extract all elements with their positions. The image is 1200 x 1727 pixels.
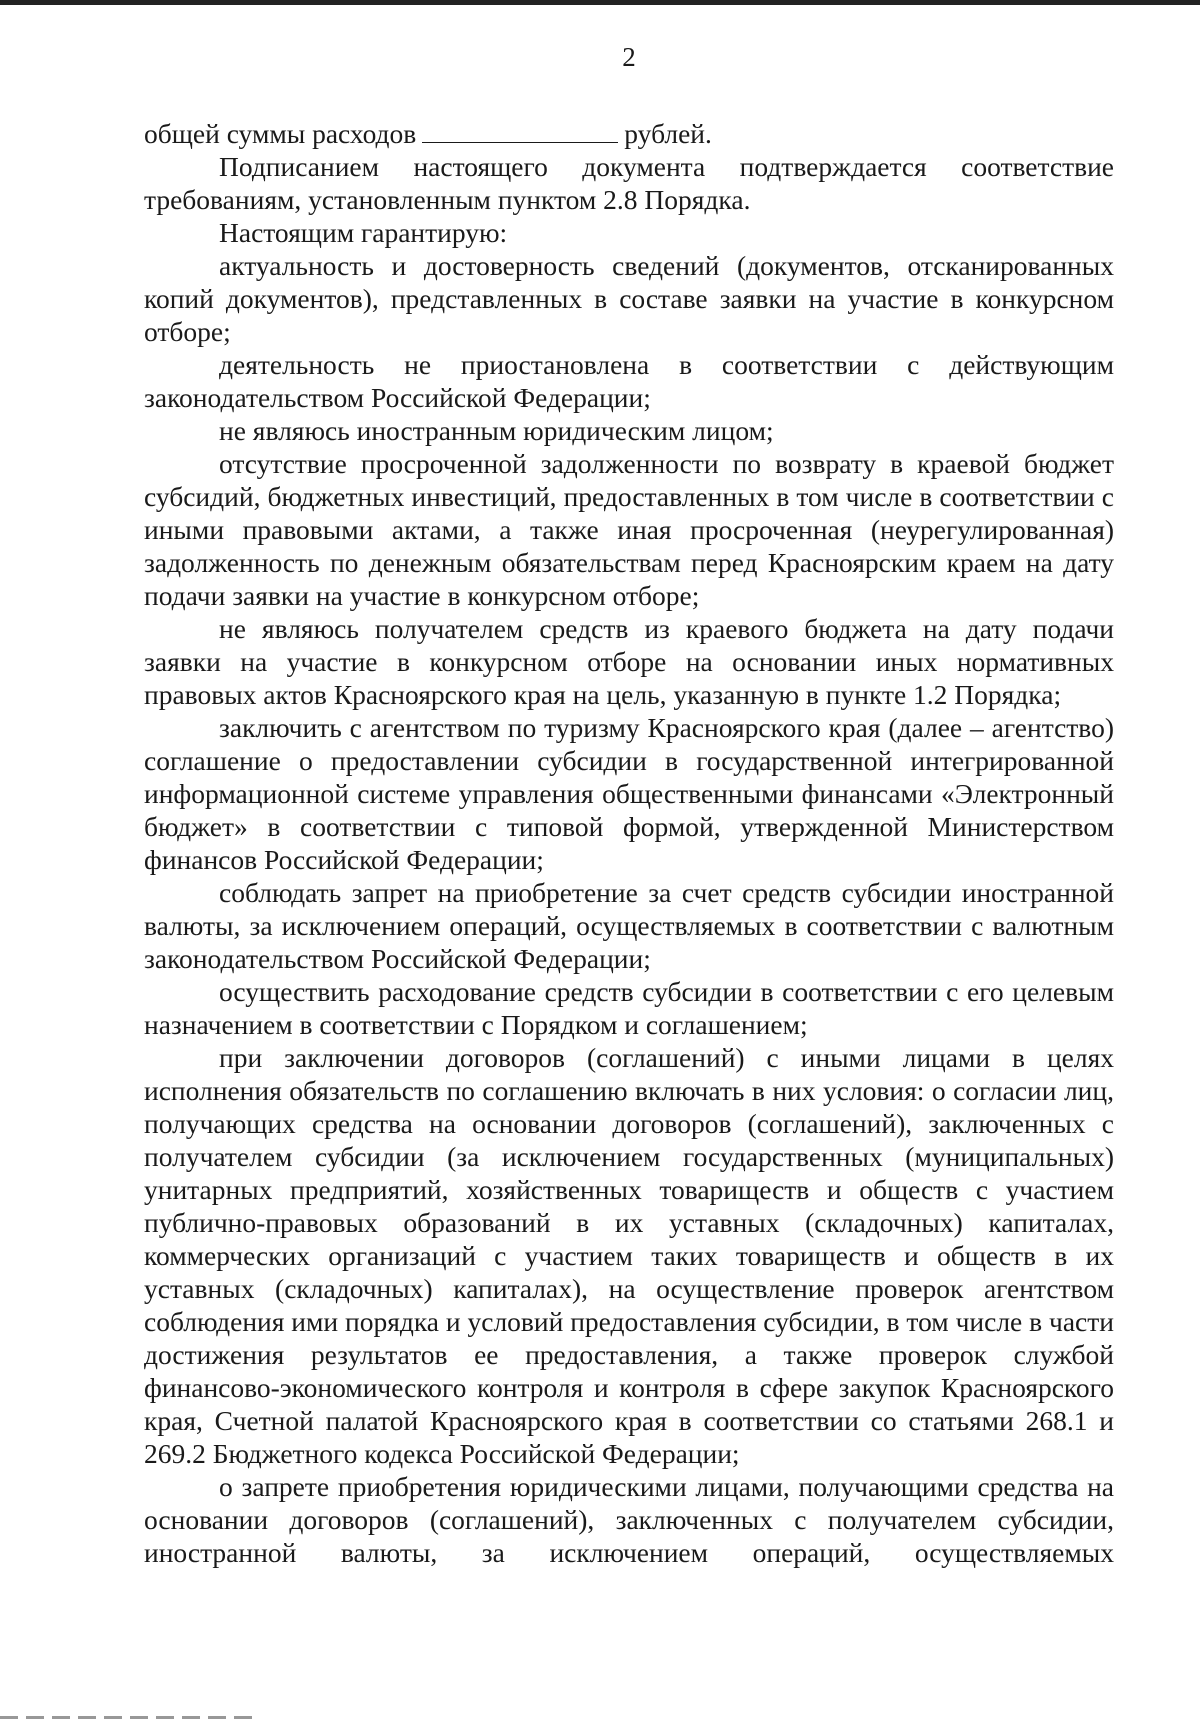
paragraph-signature-confirmation: Подписанием настоящего документа подтверждается соответствие требованиям, установленным пунктом 2.8 Порядка. — [144, 151, 1114, 215]
paragraph-data-accuracy: актуальность и достоверность сведений (документов, отсканированных копий документов), представленных в составе заявки на участие в конкурсном отборе; — [144, 250, 1114, 347]
paragraph-guarantee-heading: Настоящим гарантирую: — [219, 217, 508, 248]
sum-line-label: общей суммы расходов — [144, 118, 417, 149]
paragraph-activity-not-suspended: деятельность не приостановлена в соответствии с действующим законодательством Российской Федерации; — [144, 349, 1114, 413]
sum-blank-field — [422, 141, 618, 143]
paragraph-foreign-currency-ban: соблюдать запрет на приобретение за счет средств субсидии иностранной валюты, за исключением операций, осуществляемых в соответствии с валютным законодательством Российской Федерации; — [144, 877, 1114, 974]
document-body — [144, 117, 1114, 1569]
paragraph-no-overdue-debt: отсутствие просроченной задолженности по возврату в краевой бюджет субсидий, бюджетных инвестиций, предоставленных в том числе в соответствии с иными правовыми актами, а также иная просроченная (неурегулированная) задолженность по денежным обязательствам перед Красноярским краем на дату подачи заявки на участие в конкурсном отборе; — [144, 448, 1114, 611]
paragraph-contract-conditions: при заключении договоров (соглашений) с иными лицами в целях исполнения обязательств по соглашению включать в них условия: о согласии лиц, получающих средства на основании договоров (соглашений), заключенных с получателем субсидии (за исключением государственных (муниципальных) унитарных предприятий, хозяйственных товариществ и обществ с участием публично-правовых образований в их уставных (складочных) капиталах, коммерческих организаций с участием таких товариществ и обществ в их уставных (складочных) капиталах), на осуществление проверок агентством соблюдения ими порядка и условий предоставления субсидии, в том числе в части достижения результатов ее предоставления, а также проверок службой финансово-экономического контроля и контроля в сфере закупок Красноярского края, Счетной палатой Красноярского края в соответствии со статьями 268.1 и 269.2 Бюджетного кодекса Российской Федерации; — [144, 1042, 1114, 1469]
scan-top-edge — [0, 0, 1200, 5]
paragraph-agreement-conclusion: заключить с агентством по туризму Красноярского края (далее – агентство) соглашение о предоставлении субсидии в государственной интегрированной информационной системе управления общественными финансами «Электронный бюджет» в соответствии с типовой формой, утвержденной Министерством финансов Российской Федерации; — [144, 712, 1114, 875]
sum-line-unit: рублей. — [624, 118, 712, 149]
paragraph-not-foreign-entity: не являюсь иностранным юридическим лицом; — [219, 415, 774, 446]
page-number: 2 — [622, 42, 636, 72]
paragraph-currency-prohibition-condition: о запрете приобретения юридическими лицами, получающими средства на основании договоров (соглашений), заключенных с получателем субсидии, иностранной валюты, за исключением операций, осуществляемых — [144, 1471, 1114, 1568]
paragraph-targeted-spending: осуществить расходование средств субсидии в соответствии с его целевым назначением в соответствии с Порядком и соглашением; — [144, 976, 1114, 1040]
scan-bottom-edge-marks — [0, 1716, 260, 1719]
paragraph-not-budget-recipient: не являюсь получателем средств из краевого бюджета на дату подачи заявки на участие в конкурсном отборе на основании иных нормативных правовых актов Красноярского края на цель, указанную в пункте 1.2 Порядка; — [144, 613, 1114, 710]
sum-line — [144, 117, 1114, 150]
